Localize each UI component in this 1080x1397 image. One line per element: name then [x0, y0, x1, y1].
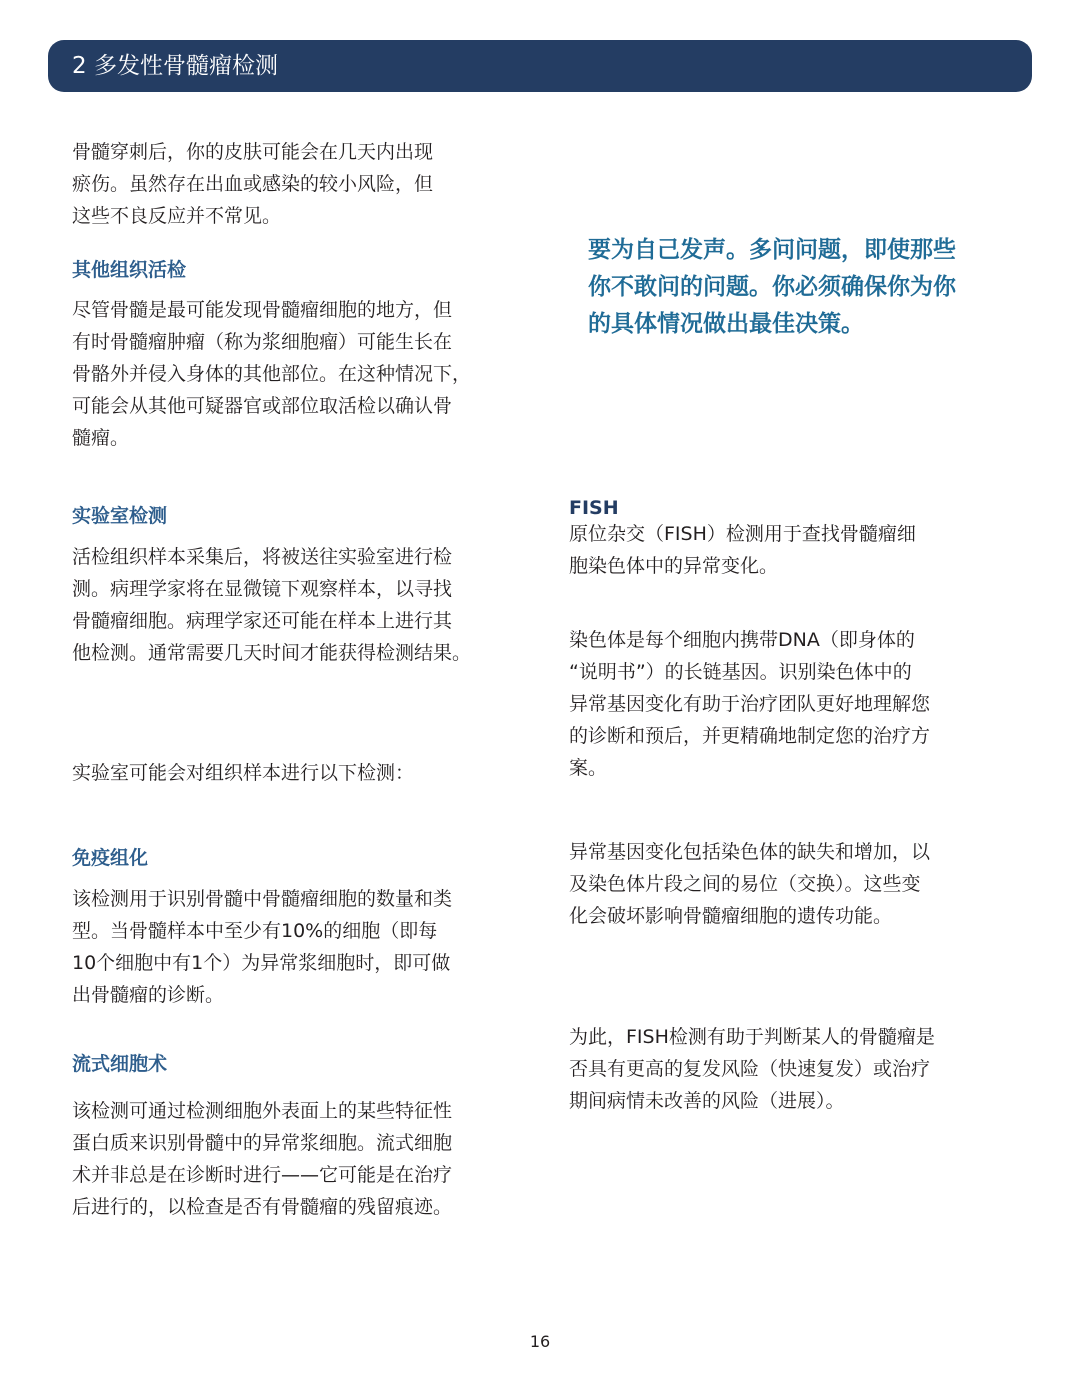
text-line: 期间病情未改善的风险（进展）。: [569, 1090, 845, 1112]
text-line: 为此，FISH检测有助于判断某人的骨髓瘤是: [569, 1026, 935, 1048]
text-line: 出骨髓瘤的诊断。: [72, 984, 225, 1006]
other-biopsy-paragraph: [72, 294, 532, 454]
ihc-section: [72, 844, 532, 872]
section-heading: 免疫组化: [72, 847, 149, 869]
page-number: 16: [529, 1332, 551, 1351]
text-line: 骨髓瘤细胞。病理学家还可能在样本上进行其: [72, 610, 453, 632]
text-line: 骨骼外并侵入身体的其他部位。在这种情况下，: [72, 363, 472, 385]
flow-paragraph: [72, 1095, 532, 1223]
text-line: 瘀伤。虽然存在出血或感染的较小风险，但: [72, 173, 434, 195]
text-line: 的诊断和预后，并更精确地制定您的治疗方: [569, 725, 931, 747]
fish-paragraph-2: [569, 624, 1009, 784]
quote-line: 你不敢问的问题。你必须确保你为你: [588, 274, 956, 300]
text-line: 异常基因变化有助于治疗团队更好地理解您: [569, 693, 931, 715]
text-line: 髓瘤。: [72, 427, 130, 449]
text-line: 异常基因变化包括染色体的缺失和增加，以: [569, 841, 931, 863]
text-line: 测。病理学家将在显微镜下观察样本，以寻找: [72, 578, 453, 600]
lab-section: [72, 502, 532, 530]
section-header-bar: [48, 40, 1032, 92]
text-line: 有时骨髓瘤肿瘤（称为浆细胞瘤）可能生长在: [72, 331, 453, 353]
section-heading: 实验室检测: [72, 505, 168, 527]
text-line: 后进行的，以检查是否有骨髓瘤的残留痕迹。: [72, 1196, 453, 1218]
text-line: 及染色体片段之间的易位（交换）。这些变: [569, 873, 921, 895]
text-line: 术并非总是在诊断时进行——它可能是在治疗: [72, 1164, 453, 1186]
text-line: 骨髓穿刺后，你的皮肤可能会在几天内出现: [72, 141, 434, 163]
section-heading: 流式细胞术: [72, 1053, 168, 1075]
text-line: 型。当骨髓样本中至少有10%的细胞（即每: [72, 920, 438, 942]
text-line: 他检测。通常需要几天时间才能获得检测结果。: [72, 642, 472, 664]
lab-paragraph: [72, 541, 532, 669]
flow-section: [72, 1050, 532, 1078]
intro-paragraph: [72, 136, 532, 232]
fish-paragraph-1: [569, 518, 1009, 582]
text-line: 10个细胞中有1个）为异常浆细胞时，即可做: [72, 952, 451, 974]
other-biopsy-section: [72, 256, 532, 284]
quote-line: 要为自己发声。多问问题，即使那些: [588, 237, 956, 263]
section-heading: FISH: [569, 497, 619, 519]
text-line: “说明书”）的长链基因。识别染色体中的: [569, 661, 912, 683]
fish-paragraph-3: [569, 836, 1009, 932]
section-title: 2 多发性骨髓瘤检测: [72, 53, 278, 79]
fish-paragraph-4: [569, 1021, 1009, 1117]
quote-line: 的具体情况做出最佳决策。: [588, 311, 864, 337]
text-line: 否具有更高的复发风险（快速复发）或治疗: [569, 1058, 931, 1080]
text-line: 活检组织样本采集后，将被送往实验室进行检: [72, 546, 453, 568]
text-line: 案。: [569, 757, 608, 779]
text-line: 蛋白质来识别骨髓中的异常浆细胞。流式细胞: [72, 1132, 453, 1154]
text-line: 化会破坏影响骨髓瘤细胞的遗传功能。: [569, 905, 893, 927]
text-line: 该检测可通过检测细胞外表面上的某些特征性: [72, 1100, 453, 1122]
pull-quote: [588, 232, 1018, 343]
text-line: 染色体是每个细胞内携带DNA（即身体的: [569, 629, 915, 651]
text-line: 这些不良反应并不常见。: [72, 205, 282, 227]
text-line: 该检测用于识别骨髓中骨髓瘤细胞的数量和类: [72, 888, 453, 910]
text-line: 实验室可能会对组织样本进行以下检测：: [72, 762, 415, 784]
text-line: 胞染色体中的异常变化。: [569, 555, 779, 577]
lab-tests-intro: [72, 757, 532, 789]
section-heading: 其他组织活检: [72, 259, 187, 281]
text-line: 原位杂交（FISH）检测用于查找骨髓瘤细: [569, 523, 916, 545]
ihc-paragraph: [72, 883, 532, 1011]
text-line: 可能会从其他可疑器官或部位取活检以确认骨: [72, 395, 453, 417]
text-line: 尽管骨髓是最可能发现骨髓瘤细胞的地方，但: [72, 299, 453, 321]
